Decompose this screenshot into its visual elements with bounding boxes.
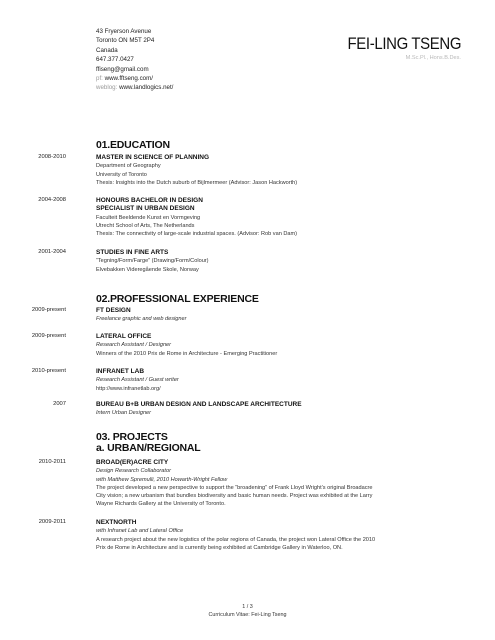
weblog-row: [96, 83, 173, 92]
entry-line: Department of Geography: [96, 163, 161, 170]
entry-heading: MASTER IN SCIENCE OF PLANNING: [96, 154, 210, 161]
entry-line: The project developed a new perspective to support the “broadening” of Frank Lloyd Wright’s original Broadacre: [96, 484, 373, 491]
entry-date: 2008-2010: [38, 154, 66, 160]
entry-line: A research project about the new logistics of the polar regions of Canada, the project won Lateral Office the 2010: [96, 536, 376, 543]
entry-heading: HONOURS BACHELOR IN DESIGN: [96, 197, 203, 204]
entry-role: Design Research Collaborator: [96, 468, 171, 475]
entry-line: Winners of the 2010 Prix de Rome in Architecture - Emerging Practitioner: [96, 350, 278, 357]
page-number: 1 / 3: [242, 604, 253, 610]
portfolio-row: [96, 74, 173, 83]
entry-role: Research Assistant / Guest writer: [96, 377, 179, 384]
section-title-experience: 02.PROFESSIONAL EXPERIENCE: [96, 293, 259, 305]
entry-line: Elvebakken Videregående Skole, Norway: [96, 266, 199, 273]
entry-heading: STUDIES IN FINE ARTS: [96, 249, 169, 256]
entry-date: 2007: [53, 401, 66, 407]
entry-line: City vision; a new urbanism that bundles biodiversity and basic human needs. Project was exhibited at the Larry: [96, 493, 373, 500]
entry-role: Intern Urban Designer: [96, 410, 152, 417]
entry-line: Faculteit Beeldende Kunst en Vormgeving: [96, 214, 201, 221]
footer-caption: Curriculum Vitae: Fei-Ling Tseng: [208, 612, 287, 618]
page-footer: [0, 603, 495, 619]
section-title-projects: [96, 432, 201, 454]
phone-number: 647.377.0427: [96, 56, 134, 64]
entry-line: Thesis: Insights into the Dutch suburb of Bijlmermeer (Advisor: Jason Hackworth): [96, 179, 298, 186]
entry-heading: INFRANET LAB: [96, 368, 145, 375]
entry-date: 2001-2004: [38, 249, 66, 255]
weblog-label: weblog:: [96, 84, 118, 92]
name-header: [332, 34, 461, 61]
entry-line: Utrecht School of Arts, The Netherlands: [96, 223, 195, 230]
weblog-link[interactable]: www.landlogics.net/: [119, 84, 174, 92]
entry-line: “Tegning/Form/Farge” (Drawing/Form/Colour): [96, 258, 209, 265]
entry-heading: FT DESIGN: [96, 307, 131, 314]
projects-title: 03. PROJECTS: [96, 431, 168, 443]
entry-heading: BUREAU B+B URBAN DESIGN AND LANDSCAPE ARCHITECTURE: [96, 401, 302, 408]
entry-role: Research Assistant / Designer: [96, 342, 172, 349]
address-country: Canada: [96, 46, 118, 54]
entry-heading: LATERAL OFFICE: [96, 333, 152, 340]
entry-heading: SPECIALIST IN URBAN DESIGN: [96, 205, 195, 213]
entry-role: Freelance graphic and web designer: [96, 316, 187, 323]
entry-line: Prix de Rome in Architecture and is currently being exhibited at Cambridge Gallery in Waterloo, ON.: [96, 544, 343, 551]
entry-heading: BROAD(ER)ACRE CITY: [96, 459, 169, 466]
entry-line: Thesis: The connectivity of large-scale industrial spaces. (Advisor: Rob van Dam): [96, 231, 298, 238]
person-name: FEI-LING TSENG: [347, 34, 461, 53]
credentials: M.Sc.Pl., Hons.B.Des.: [405, 55, 461, 61]
entry-date: 2004-2008: [38, 197, 66, 203]
projects-subtitle: a. URBAN/REGIONAL: [96, 442, 201, 454]
contact-block: [96, 27, 173, 93]
entry-date: 2009-2011: [38, 519, 66, 525]
address-line-1: 43 Fryerson Avenue: [96, 28, 152, 35]
section-title-education: 01.EDUCATION: [96, 139, 170, 151]
entry-date: 2009-present: [31, 333, 66, 339]
portfolio-link[interactable]: www.fftseng.com/: [104, 75, 153, 83]
entry-heading: NEXTNORTH: [96, 519, 137, 526]
entry-line: University of Toronto: [96, 171, 147, 178]
entry-role: with Matthew Spremulli, 2010 Howarth-Wright Fellow: [96, 476, 228, 483]
entry-date: 2010-present: [31, 368, 66, 374]
entry-line: Wayne Richards Gallery at the University of Toronto.: [96, 501, 226, 508]
email-link[interactable]: ffiseng@gmail.com: [96, 65, 149, 73]
entry-link[interactable]: http://www.infranetlab.org/: [96, 385, 161, 392]
entry-date: 2009-present: [31, 307, 66, 313]
address-line-2: Toronto ON M5T 2P4: [96, 37, 155, 45]
portfolio-label: pf:: [96, 75, 103, 83]
entry-date: 2010-2011: [38, 459, 66, 465]
entry-role: with Infranet Lab and Lateral Office: [96, 528, 184, 535]
